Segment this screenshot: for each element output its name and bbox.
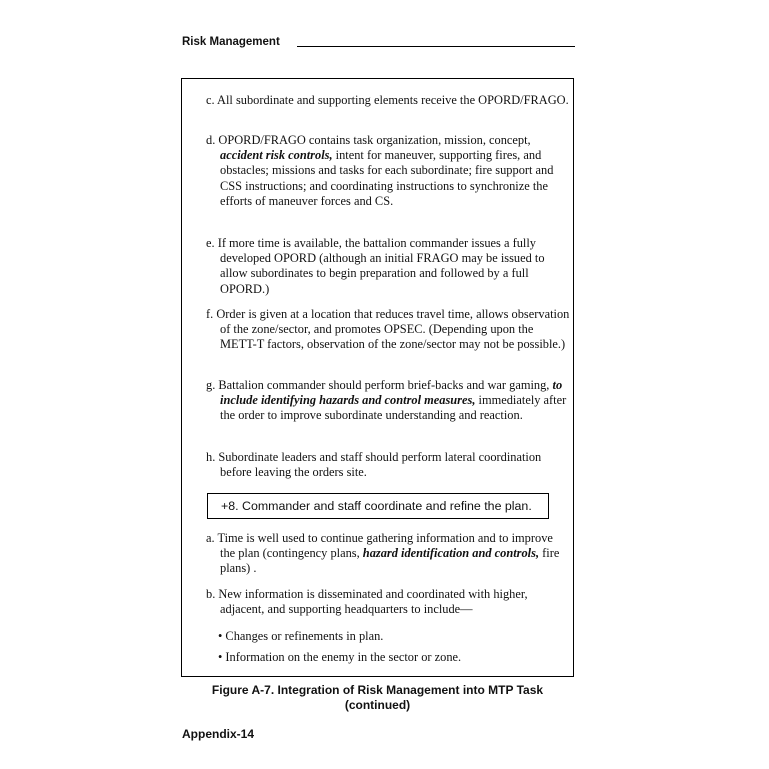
item-b	[206, 587, 570, 617]
item-a-emphasis: hazard identification and controls,	[362, 546, 540, 561]
item-g	[206, 378, 570, 424]
item-e-text: e. If more time is available, the battalion commander issues a fully developed OPORD (although an initial FRAGO may be issued to allow subordinates to begin preparation and followed by a full OPORD.)	[206, 236, 545, 296]
step-heading: +8. Commander and staff coordinate and refine the plan.	[221, 499, 532, 513]
item-h-text: h. Subordinate leaders and staff should perform lateral coordination before leaving the orders site.	[206, 450, 542, 480]
item-g-text-1: g. Battalion commander should perform brief-backs and war gaming,	[206, 378, 553, 392]
item-d-text-2: intent for maneuver, supporting fires, and obstacles; missions and tasks for each subordinate; fire support and CSS instructions; and coordinating instructions to synchronize the efforts of maneuver forces and CS.	[220, 148, 554, 208]
header-rule	[297, 46, 575, 47]
item-c	[206, 93, 570, 108]
item-f	[206, 307, 570, 353]
item-a-text-2: fire plans) .	[220, 546, 560, 576]
item-e	[206, 236, 570, 297]
item-b-text: b. New information is disseminated and coordinated with higher, adjacent, and supporting headquarters to include—	[206, 587, 528, 617]
step-heading-box	[207, 493, 549, 519]
bullet-item: • Information on the enemy in the sector or zone.	[218, 650, 462, 664]
page-number: Appendix-14	[182, 727, 255, 741]
item-d-text-1: d. OPORD/FRAGO contains task organization, mission, concept,	[206, 133, 531, 147]
bullet-item: • Changes or refinements in plan.	[218, 629, 384, 643]
item-f-text: f. Order is given at a location that reduces travel time, allows observation of the zone/sector, and promotes OPSEC. (Depending upon the METT-T factors, observation of the zone/sector may not be possible.)	[206, 307, 570, 352]
item-g-emphasis: to include identifying hazards and control measures,	[220, 378, 563, 408]
caption-line-2: (continued)	[344, 698, 411, 712]
item-a-text-1: a. Time is well used to continue gathering information and to improve the plan (contingency plans,	[206, 531, 553, 561]
running-header: Risk Management	[182, 36, 280, 48]
item-d-emphasis: accident risk controls,	[220, 148, 333, 163]
item-a	[206, 531, 570, 577]
item-h	[206, 450, 570, 480]
item-g-text-2: immediately after the order to improve subordinate understanding and reaction.	[220, 393, 567, 423]
item-c-text: c. All subordinate and supporting elements receive the OPORD/FRAGO.	[206, 93, 569, 107]
figure-caption	[181, 683, 574, 713]
caption-line-1: Figure A-7. Integration of Risk Management into MTP Task	[211, 683, 544, 697]
item-d	[206, 133, 570, 209]
